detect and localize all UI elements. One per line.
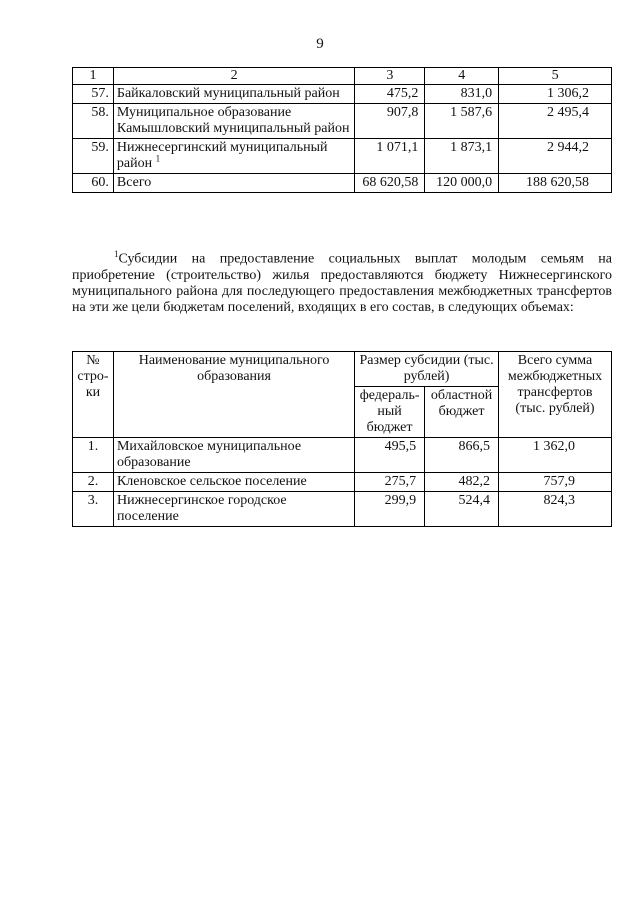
total-value: 1 362,0 — [499, 438, 612, 473]
table-row — [73, 85, 612, 104]
table-header-row — [73, 68, 612, 85]
column-header: 3 — [355, 68, 425, 85]
federal-value: 299,9 — [355, 492, 425, 527]
table-row — [73, 139, 612, 174]
value-cell: 1 873,1 — [425, 139, 499, 174]
value-cell: 907,8 — [355, 104, 425, 139]
row-number: 57. — [73, 85, 114, 104]
row-number: 60. — [73, 174, 114, 193]
column-header: 1 — [73, 68, 114, 85]
value-cell: 2 944,2 — [499, 139, 612, 174]
value-cell: 831,0 — [425, 85, 499, 104]
regional-value: 524,4 — [425, 492, 499, 527]
row-number: 2. — [73, 473, 114, 492]
total-row — [73, 174, 612, 193]
name-header: Наименование муниципального образования — [113, 352, 354, 438]
table-row — [73, 104, 612, 139]
footnote-marker: 1 — [114, 249, 119, 259]
table-row — [73, 473, 612, 492]
regional-budget-header: областной бюджет — [425, 387, 499, 438]
total-label: Всего — [113, 174, 354, 193]
federal-budget-header: федераль-ный бюджет — [355, 387, 425, 438]
row-number: 3. — [73, 492, 114, 527]
value-cell: 475,2 — [355, 85, 425, 104]
table-row — [73, 492, 612, 527]
federal-value: 495,5 — [355, 438, 425, 473]
value-cell: 68 620,58 — [355, 174, 425, 193]
municipality-name: Байкаловский муниципальный район — [113, 85, 354, 104]
settlement-transfers-table — [72, 351, 612, 527]
row-number-header: № стро-ки — [73, 352, 114, 438]
total-transfers-header: Всего сумма межбюджетных трансфертов (тыс. рублей) — [499, 352, 612, 438]
value-cell: 1 306,2 — [499, 85, 612, 104]
subsidy-size-header: Размер субсидии (тыс. рублей) — [355, 352, 499, 387]
footnote — [72, 246, 612, 316]
footnote-marker: 1 — [155, 153, 161, 164]
value-cell: 188 620,58 — [499, 174, 612, 193]
page-number: 9 — [316, 36, 324, 52]
municipality-name: Нижнесергинский муниципальный район — [116, 140, 328, 171]
settlement-name: Нижнесергинское городское поселение — [113, 492, 354, 527]
value-cell: 1 587,6 — [425, 104, 499, 139]
subsidy-allocation-table — [72, 67, 612, 193]
column-header: 5 — [499, 68, 612, 85]
value-cell: 120 000,0 — [425, 174, 499, 193]
total-value: 757,9 — [499, 473, 612, 492]
settlement-name: Кленовское сельское поселение — [113, 473, 354, 492]
settlement-name: Михайловское муниципальное образование — [113, 438, 354, 473]
regional-value: 482,2 — [425, 473, 499, 492]
value-cell: 1 071,1 — [355, 139, 425, 174]
row-number: 1. — [73, 438, 114, 473]
value-cell: 2 495,4 — [499, 104, 612, 139]
footnote-text: Субсидии на предоставление социальных выплат молодым семьям на приобретение (строительство) жилья предоставляются бюджету Нижнесергинского муниципального района для последующего предоставления межбюджетных трансфертов на эти же цели бюджетам поселений, входящих в его состав, в следующих объемах: — [72, 251, 612, 315]
regional-value: 866,5 — [425, 438, 499, 473]
row-number: 58. — [73, 104, 114, 139]
row-number: 59. — [73, 139, 114, 174]
column-header: 4 — [425, 68, 499, 85]
municipality-name: Муниципальное образование Камышловский муниципальный район — [113, 104, 354, 139]
federal-value: 275,7 — [355, 473, 425, 492]
total-value: 824,3 — [499, 492, 612, 527]
column-header: 2 — [113, 68, 354, 85]
table-row — [73, 438, 612, 473]
municipality-name-cell — [113, 139, 354, 174]
table-header-row — [73, 352, 612, 387]
